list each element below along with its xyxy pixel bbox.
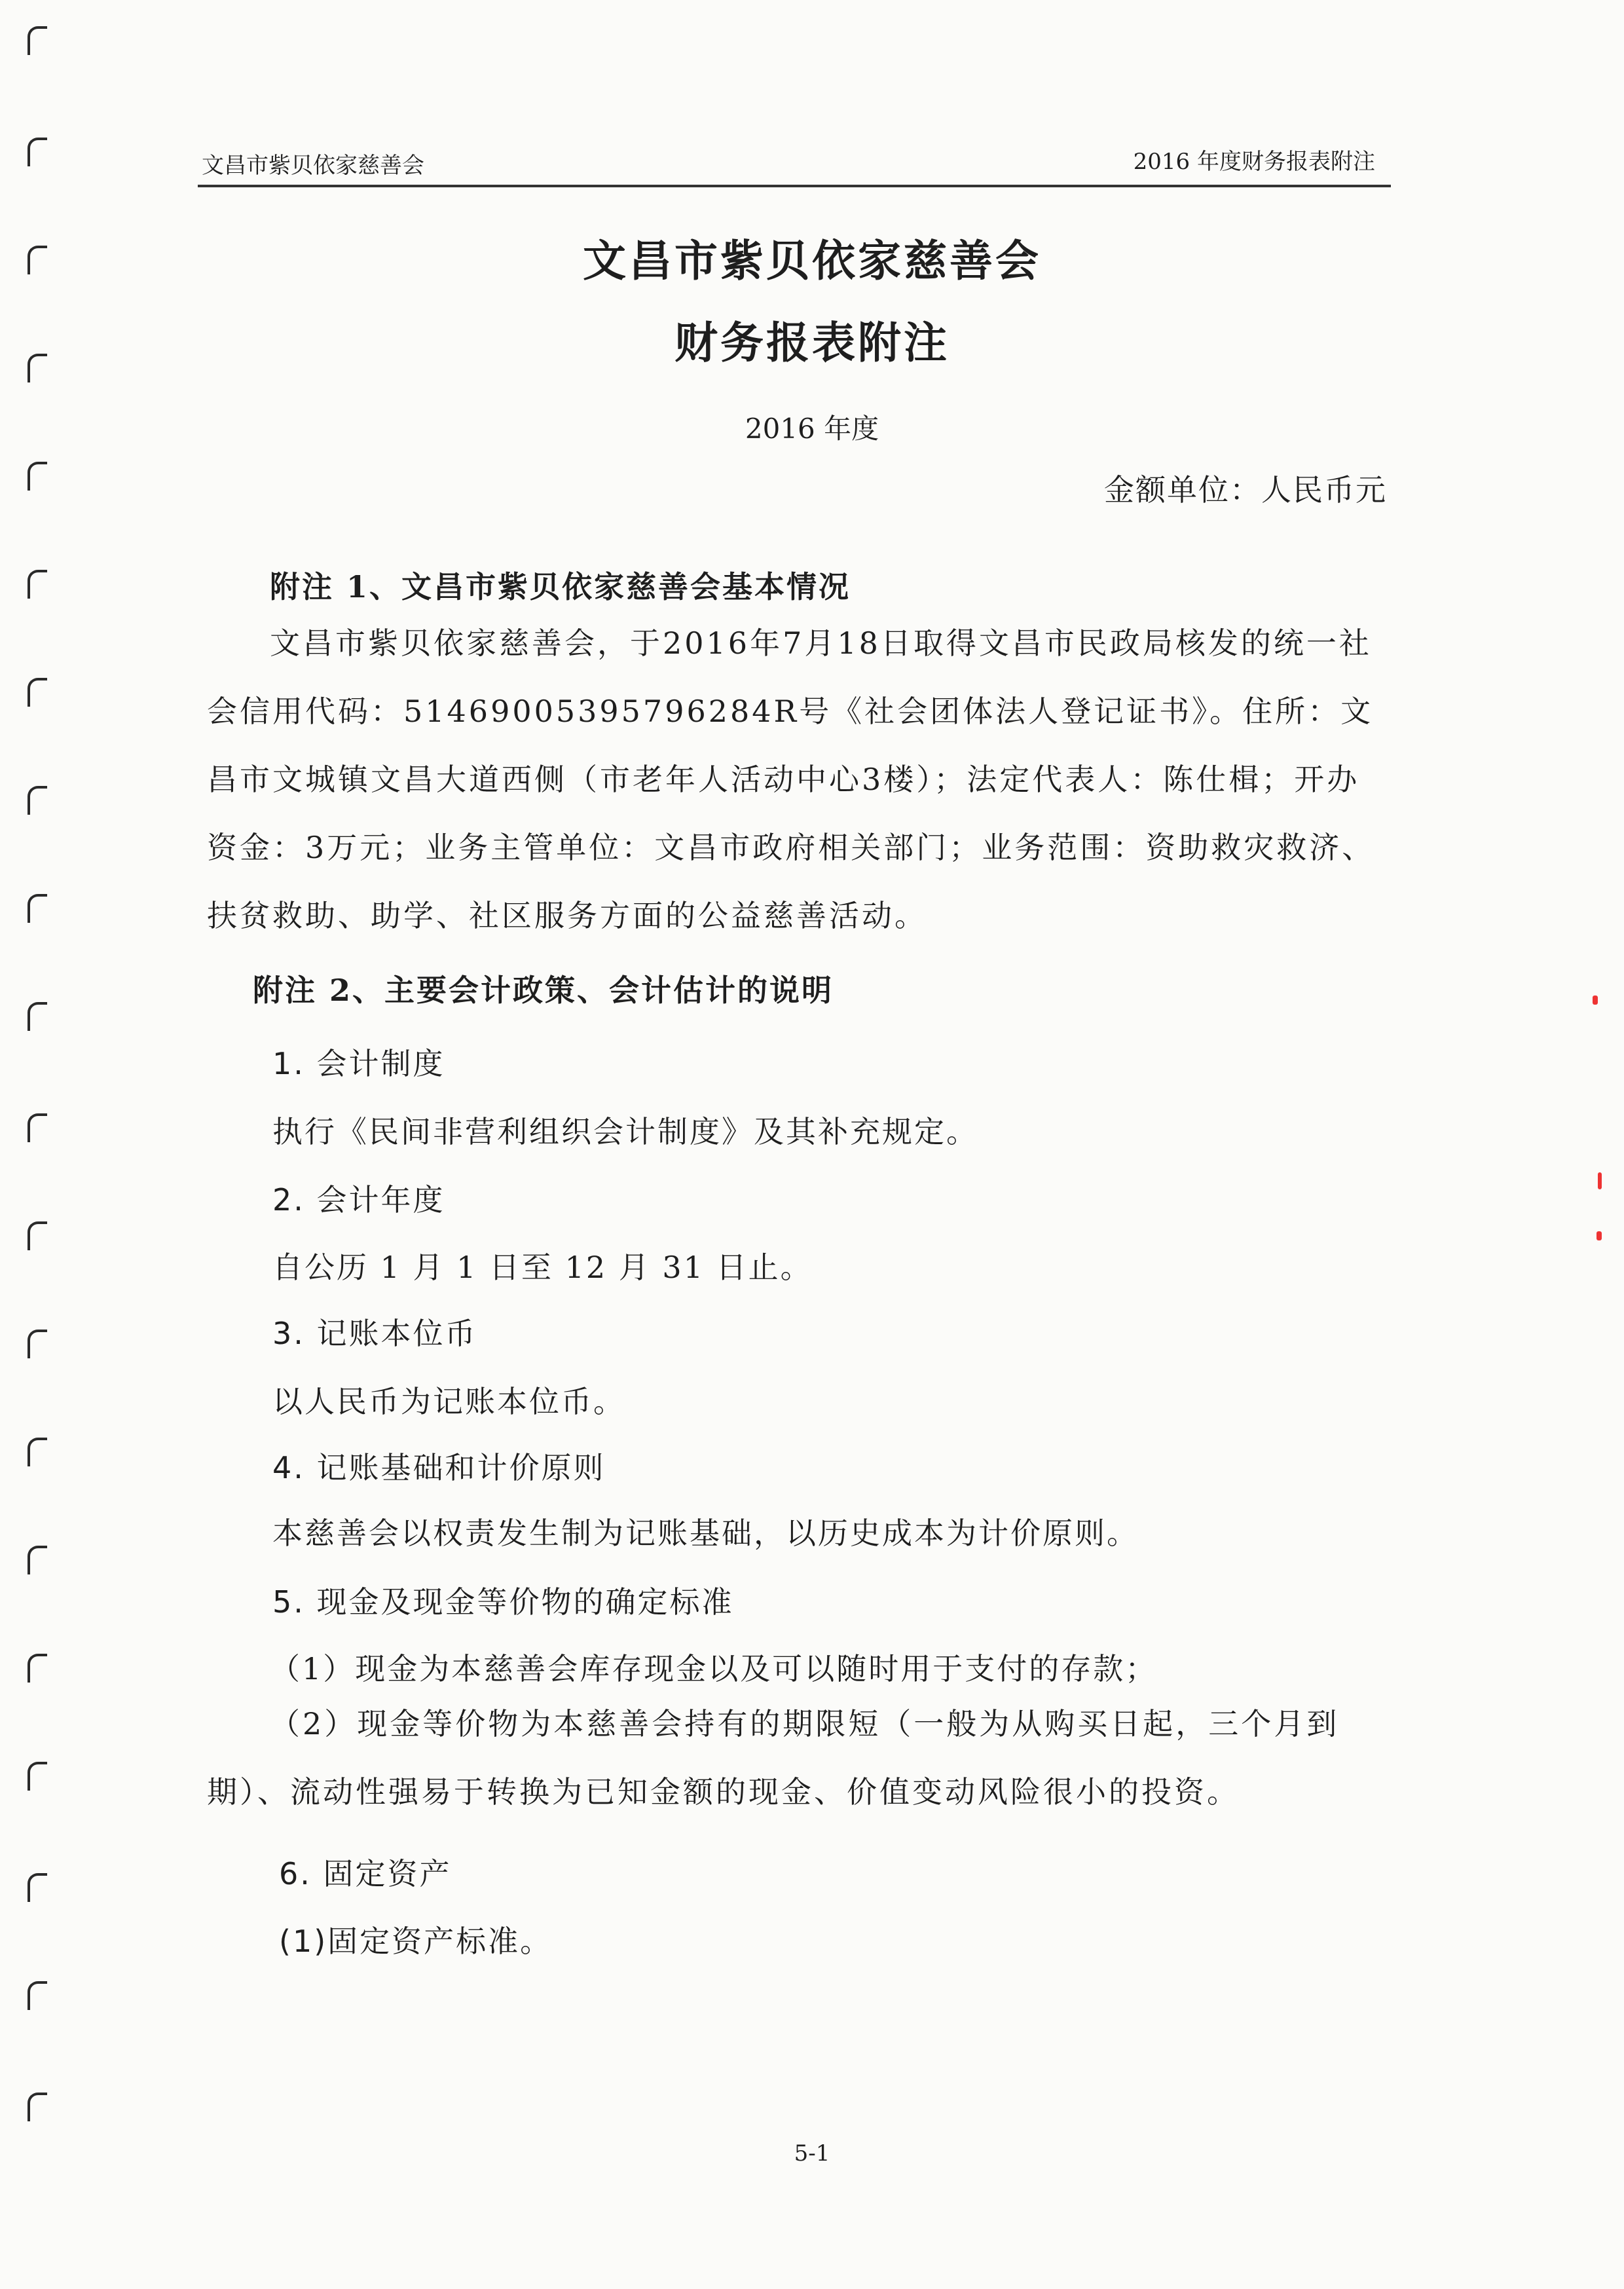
section-text: 执行《民间非营利组织会计制度》及其补充规定。: [272, 1114, 978, 1149]
scan-speck: [1596, 1231, 1602, 1240]
document-subtitle: 财务报表附注: [674, 317, 950, 368]
binding-mark: [28, 786, 47, 815]
binding-mark: [28, 1546, 47, 1574]
document-title: 文昌市紫贝依家慈善会: [583, 235, 1041, 286]
note1-heading: 附注 1、文昌市紫贝依家慈善会基本情况: [270, 569, 851, 605]
section-title: 3. 记账本位币: [272, 1316, 477, 1351]
binding-mark: [28, 678, 47, 707]
binding-mark: [28, 1113, 47, 1142]
binding-mark: [28, 462, 47, 491]
section-text: （1）现金为本慈善会库存现金以及可以随时用于支付的存款；: [270, 1651, 1158, 1686]
section-title: 5. 现金及现金等价物的确定标准: [272, 1584, 734, 1620]
page-number: 5-1: [794, 2140, 830, 2167]
binding-mark: [28, 1762, 47, 1791]
running-header: [198, 144, 1391, 187]
binding-mark: [28, 1654, 47, 1683]
binding-mark: [28, 894, 47, 923]
binding-mark: [28, 1330, 47, 1358]
report-year: 2016 年度: [745, 413, 879, 445]
header-doc-title: 2016 年度财务报表附注: [1133, 149, 1375, 175]
binding-mark: [28, 1002, 47, 1031]
binding-mark: [28, 26, 47, 55]
binding-mark: [28, 2093, 47, 2121]
scan-speck: [1598, 1172, 1602, 1189]
fixed-assets-standard: (1)固定资产标准。: [279, 1924, 553, 1959]
binding-mark: [28, 1981, 47, 2010]
note2-heading: 附注 2、主要会计政策、会计估计的说明: [253, 973, 834, 1008]
section-title: 2. 会计年度: [272, 1182, 445, 1218]
note1-body: 文昌市紫贝依家慈善会，于2016年7月18日取得文昌市民政局核发的统一社会信用代码：51469005395796284R号《社会团体法人登记证书》。住所：文昌市文城镇文昌大道西侧（市老年人活动中心3楼）；法定代表人：陈仕楫；开办资金：3万元；业务主管单位：文昌市政府相关部门；业务范围：资助救灾救济、扶贫救助、助学、社区服务方面的公益慈善活动。: [207, 625, 1375, 933]
section-text: 以人民币为记账本位币。: [272, 1384, 625, 1419]
binding-mark: [28, 1873, 47, 1902]
header-org: 文昌市紫贝依家慈善会: [202, 153, 424, 179]
section-title: 6. 固定资产: [279, 1856, 452, 1891]
scan-speck: [1593, 996, 1598, 1005]
binding-mark: [28, 138, 47, 166]
section-text: 本慈善会以权责发生制为记账基础，以历史成本为计价原则。: [272, 1516, 1139, 1551]
currency-unit: 金额单位：人民币元: [1104, 472, 1387, 508]
binding-mark: [28, 570, 47, 599]
section-text: 自公历 1 月 1 日至 12 月 31 日止。: [272, 1250, 813, 1285]
section-title: 1. 会计制度: [272, 1046, 445, 1081]
binding-mark: [28, 1221, 47, 1250]
section-title: 4. 记账基础和计价原则: [272, 1450, 606, 1485]
binding-mark: [28, 1438, 47, 1466]
cash-equivalents-text: （2）现金等价物为本慈善会持有的期限短（一般为从购买日起，三个月到期）、流动性强易于转换为已知金额的现金、价值变动风险很小的投资。: [207, 1706, 1340, 1810]
